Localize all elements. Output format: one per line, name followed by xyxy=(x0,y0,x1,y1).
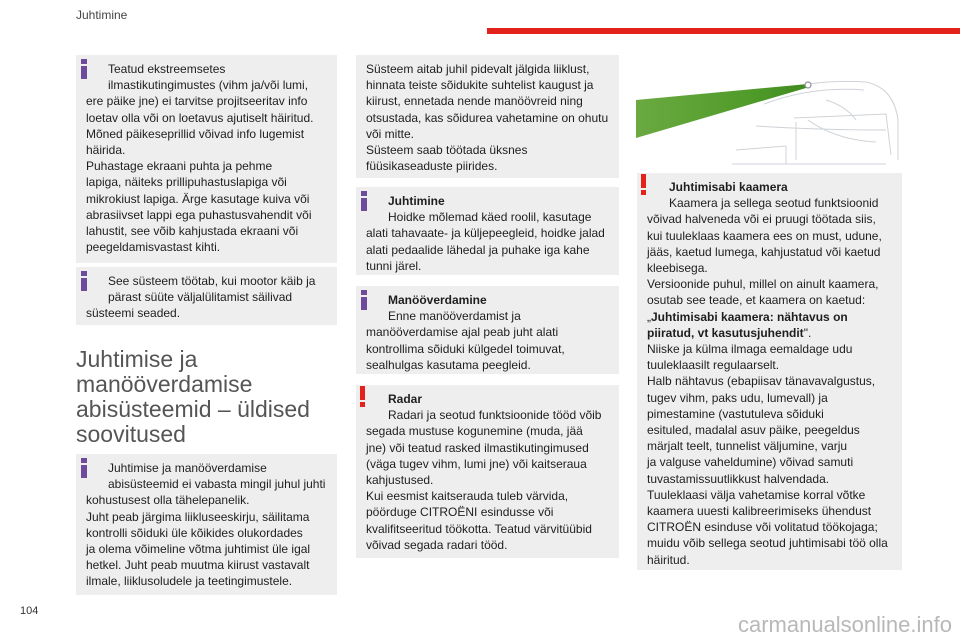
text-line: Süsteem aitab juhil pidevalt jälgida liiklust, xyxy=(366,62,590,76)
header-accent-bar xyxy=(487,28,960,34)
info-line: Teatud ekstreemsetes xyxy=(108,62,226,76)
text-line: hinnata teiste sõidukite suhtelist kaugust ja xyxy=(366,78,594,93)
running-header: Juhtimine xyxy=(76,8,128,22)
warning-line: tugev vihm, paks udu, lumevall) ja xyxy=(647,390,828,405)
info-box-title: Manööverdamine xyxy=(388,293,487,307)
warning-box-driving-camera xyxy=(637,173,902,570)
quoted-message-bold: piiratud, vt kasutusjuhendit xyxy=(647,325,804,340)
text-box-system-description xyxy=(356,55,619,178)
info-line: ere päike jne) ei tarvitse projitseeritav info xyxy=(86,94,308,109)
warning-box-title: Radar xyxy=(388,392,423,406)
info-line: tunni järel. xyxy=(366,258,422,273)
warning-line: kui tuuleklaas kaamera ees on must, udune, xyxy=(647,228,882,243)
warning-line: kahjustused. xyxy=(366,473,434,488)
info-line: peegeldamisvastast kihti. xyxy=(86,240,221,255)
info-line: Juht peab järgima liikluseeskirju, säilitama xyxy=(86,509,310,524)
info-line: abisüsteemid ei vabasta mingil juhul juhti xyxy=(108,477,326,492)
text-line: või mitte. xyxy=(366,126,415,141)
warning-line: Tuuleklaasi välja vahetamise korral võtke xyxy=(647,487,866,502)
info-line: Mõned päikeseprillid võivad info lugemist xyxy=(86,126,305,141)
info-box-driving xyxy=(356,187,619,275)
text-line: otsustada, kas sõidurea vahetamine on ohutu xyxy=(366,110,609,125)
section-title: Juhtimise ja manööverdamise abisüsteemid – üldised soovitused xyxy=(76,346,310,447)
info-line: lapiga, näiteks prillipuhastuslapiga või xyxy=(86,175,287,190)
warning-line: võivad segada radari tööd. xyxy=(366,537,508,552)
info-line: Puhastage ekraani puhta ja pehme xyxy=(86,159,273,174)
quoted-message-line xyxy=(647,325,892,341)
warning-line: esituled, madalal asuv päike, peegeldus xyxy=(647,423,860,438)
text-line: füüsikaseaduste piirides. xyxy=(366,159,498,174)
info-line: ja olema võimeline võtma juhtimist üle igal xyxy=(86,542,311,557)
info-line: loetav olla või on loetavus ajutiselt häiritud. xyxy=(86,110,314,125)
info-box-hud-visibility xyxy=(76,55,337,263)
info-line: kohustusest olla tähelepanelik. xyxy=(86,493,250,508)
info-line: sealhulgas kasutama peegleid. xyxy=(366,357,531,372)
info-line: alati pedaalide lähedal ja puhake iga kahe xyxy=(366,242,590,257)
warning-line: tuvastamissuutlikkust halvendada. xyxy=(647,471,830,486)
warning-line: pöörduge CITROËNI esindusse või xyxy=(366,505,554,520)
info-box-settings-saved xyxy=(76,267,337,325)
warning-line: jääs, kaetud lumega, kahjustatud või kaetud xyxy=(647,244,881,259)
warning-line: Kaamera ja sellega seotud funktsioonid xyxy=(669,196,879,211)
warning-line: Versioonide puhul, millel on ainult kaamera, xyxy=(647,277,879,292)
warning-line: pimestamine (vastutuleva sõiduki xyxy=(647,406,824,421)
info-line: manööverdamise ajal peab juht alati xyxy=(366,325,559,340)
info-box-title: Juhtimine xyxy=(388,194,445,208)
quote-open: „ xyxy=(647,309,651,324)
warning-line: kaamera uuesti kalibreerimiseks ühendust xyxy=(647,504,872,519)
warning-line: võivad halveneda või ei pruugi töötada siis, xyxy=(647,212,876,227)
watermark: carmanualsonline.info xyxy=(737,612,952,637)
page-number: 104 xyxy=(20,605,39,617)
info-line: lahustit, see võib kahjustada ekraani või xyxy=(86,224,299,239)
camera-field-of-view-illustration xyxy=(636,60,902,170)
text-line: kiirust, ennetada nende manöövreid ning xyxy=(366,94,583,109)
warning-line: Niiske ja külma ilmaga eemaldage udu xyxy=(647,342,853,357)
warning-line: segada mustuse kogunemine (muda, jää xyxy=(366,424,583,439)
quote-close: ". xyxy=(803,325,812,340)
warning-line: Halb nähtavus (ebapiisav tänavavalgustus, xyxy=(647,374,876,389)
info-line: ilmastikutingimustes (vihm ja/või lumi, xyxy=(108,78,309,93)
warning-line: märjalt teelt, tunnelist väljumine, varju xyxy=(647,439,848,454)
info-line: alati tahavaate- ja küljepeegleid, hoidke jalad xyxy=(366,226,605,241)
info-line: pärast süüte väljalülitamist säilivad xyxy=(108,290,293,305)
info-line: See süsteem töötab, kui mootor käib ja xyxy=(108,274,316,288)
info-box-driver-responsibility xyxy=(76,454,337,595)
warning-line: tuuleklaasilt regulaarselt. xyxy=(647,358,780,373)
warning-line: Radari ja seotud funktsioonide tööd võib xyxy=(388,408,602,423)
warning-box-title: Juhtimisabi kaamera xyxy=(669,180,788,194)
warning-line: kvalifitseeritud töökotta. Teatud värvitüübid xyxy=(366,521,592,536)
info-line: Enne manööverdamist ja xyxy=(388,309,521,324)
warning-line: (väga tugev vihm, lumi jne) või kaitseraua xyxy=(366,456,587,471)
warning-line: ja valguse vaheldumine) võivad samuti xyxy=(647,455,854,470)
warning-line: kleebisega. xyxy=(647,261,708,276)
info-line: hetkel. Juht peab muutma kiirust vastavalt xyxy=(86,558,310,573)
quoted-message-line xyxy=(647,309,892,325)
warning-line: muidu võib sellega seotud juhtimisabi töö olla xyxy=(647,536,888,551)
quoted-message-bold: Juhtimisabi kaamera: nähtavus on xyxy=(651,309,848,324)
info-line: mikrokiust lapiga. Ärge kasutage kuiva või xyxy=(86,191,310,206)
warning-box-radar xyxy=(356,385,619,558)
warning-line: häiritud. xyxy=(647,552,690,567)
info-line: kontrollima sõiduki külgedel toimuvat, xyxy=(366,341,565,356)
warning-line: Kui eesmist kaitserauda tuleb värvida, xyxy=(366,489,569,504)
info-line: Juhtimise ja manööverdamise xyxy=(108,461,267,475)
warning-line: jne) või teatud rasked ilmastikutingimused xyxy=(366,440,589,455)
info-line: Hoidke mõlemad käed roolil, kasutage xyxy=(388,210,592,225)
info-line: kontrolli sõiduki üle kõikides olukordades xyxy=(86,525,303,540)
info-line: häirida. xyxy=(86,143,126,158)
warning-line: osutab see teade, et kaamera on kaetud: xyxy=(647,293,866,308)
text-line: Süsteem saab töötada üksnes xyxy=(366,143,528,158)
info-line: ilmale, liiklusoludele ja teetingimustele. xyxy=(86,574,293,589)
info-box-manoeuvring xyxy=(356,286,619,374)
info-line: abrasiivset lappi ega puhastusvahendit või xyxy=(86,207,312,222)
info-line: süsteemi seaded. xyxy=(86,306,181,321)
warning-line: CITROËN esinduse või volitatud töökojaga; xyxy=(647,520,878,535)
